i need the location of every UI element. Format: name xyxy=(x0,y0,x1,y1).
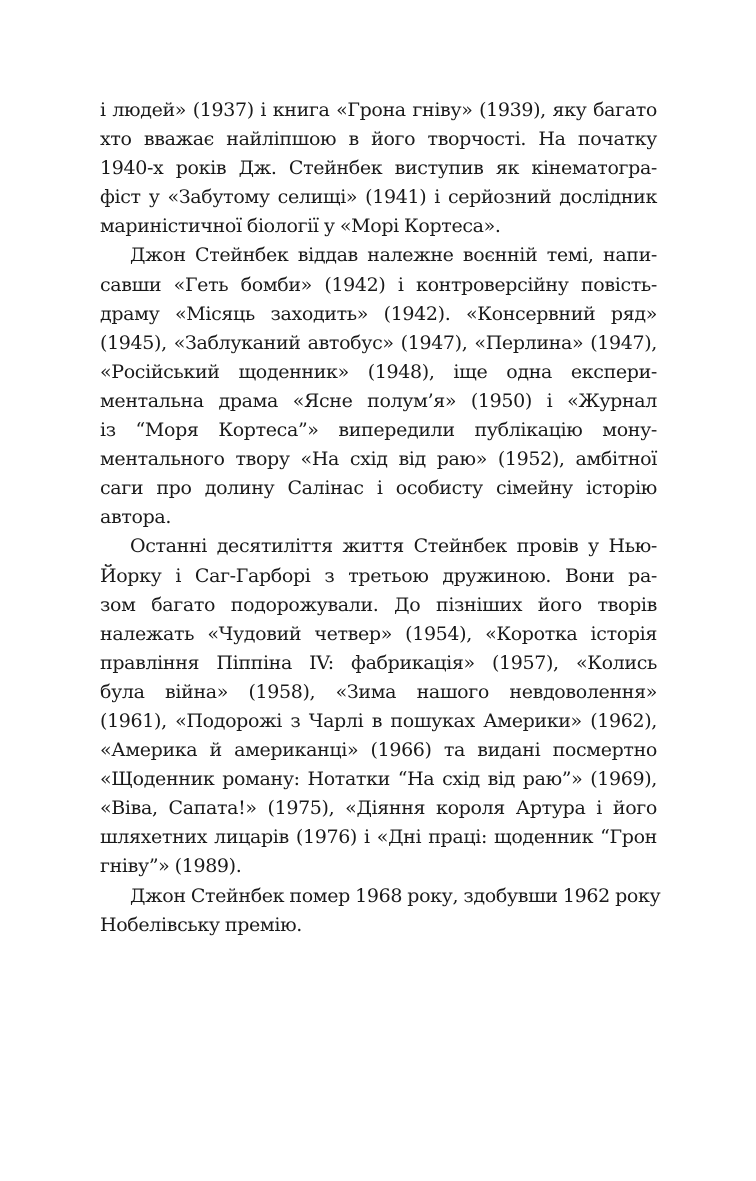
text-line: ментальна драма «Ясне полум’я» (1950) і «Журнал xyxy=(100,389,657,412)
text-line: «Америка й американці» (1966) та видані посмертно xyxy=(100,739,657,762)
text-line: була війна» (1958), «Зима нашого невдоволення» xyxy=(100,680,657,703)
text-line: із “Моря Кортеса”» випередили публікацію мону- xyxy=(100,419,657,442)
text-line: Джон Стейнбек віддав належне воєнній темі, напи- xyxy=(130,244,657,267)
page-body xyxy=(100,96,661,940)
paragraph-4 xyxy=(100,882,661,940)
text-line: 1940-х років Дж. Стейнбек виступив як кінематогра- xyxy=(100,157,657,180)
text-line: і людей» (1937) і книга «Грона гніву» (1939), яку багато xyxy=(100,99,657,121)
text-line: Йорку і Саг-Гарборі з третьою дружиною. Вони ра- xyxy=(100,564,657,587)
text-line: гніву”» (1989). xyxy=(100,855,242,878)
text-line: Нобелівську премію. xyxy=(100,913,302,936)
text-line: «Щоденник роману: Нотатки “На схід від раю”» (1969), xyxy=(100,768,657,791)
text-line: мариністичної біології у «Морі Кортеса». xyxy=(100,215,501,238)
text-line: автора. xyxy=(100,506,172,529)
paragraph-3 xyxy=(100,532,657,881)
text-line: хто вважає найліпшою в його творчості. На початку xyxy=(100,128,657,151)
paragraph-1 xyxy=(100,96,657,241)
text-line: належать «Чудовий четвер» (1954), «Коротка історія xyxy=(100,622,657,645)
text-line: Останні десятиліття життя Стейнбек провів у Нью- xyxy=(130,535,657,558)
text-line: «Російський щоденник» (1948), іще одна експери- xyxy=(100,360,657,383)
paragraph-2 xyxy=(100,241,657,532)
text-line: савши «Геть бомби» (1942) і контроверсійну повість- xyxy=(100,273,657,296)
text-line: драму «Місяць заходить» (1942). «Консервний ряд» xyxy=(100,302,657,325)
text-line: (1961), «Подорожі з Чарлі в пошуках Америки» (1962), xyxy=(100,709,657,732)
text-line: ментального твору «На схід від раю» (1952), амбітної xyxy=(100,448,657,471)
text-line: (1945), «Заблуканий автобус» (1947), «Перлина» (1947), xyxy=(100,331,657,354)
text-line: шляхетних лицарів (1976) і «Дні праці: щоденник “Грон xyxy=(100,826,657,849)
text-line: Джон Стейнбек помер 1968 року, здобувши 1962 року xyxy=(130,884,661,907)
text-line: фіст у «Забутому селищі» (1941) і серйозний дослідник xyxy=(100,186,657,209)
text-line: «Віва, Сапата!» (1975), «Діяння короля Артура і його xyxy=(100,797,657,820)
text-line: саги про долину Салінас і особисту сімейну історію xyxy=(100,477,657,500)
text-line: правління Піппіна IV: фабрикація» (1957), «Колись xyxy=(100,651,657,674)
text-line: зом багато подорожували. До пізніших його творів xyxy=(100,593,657,616)
